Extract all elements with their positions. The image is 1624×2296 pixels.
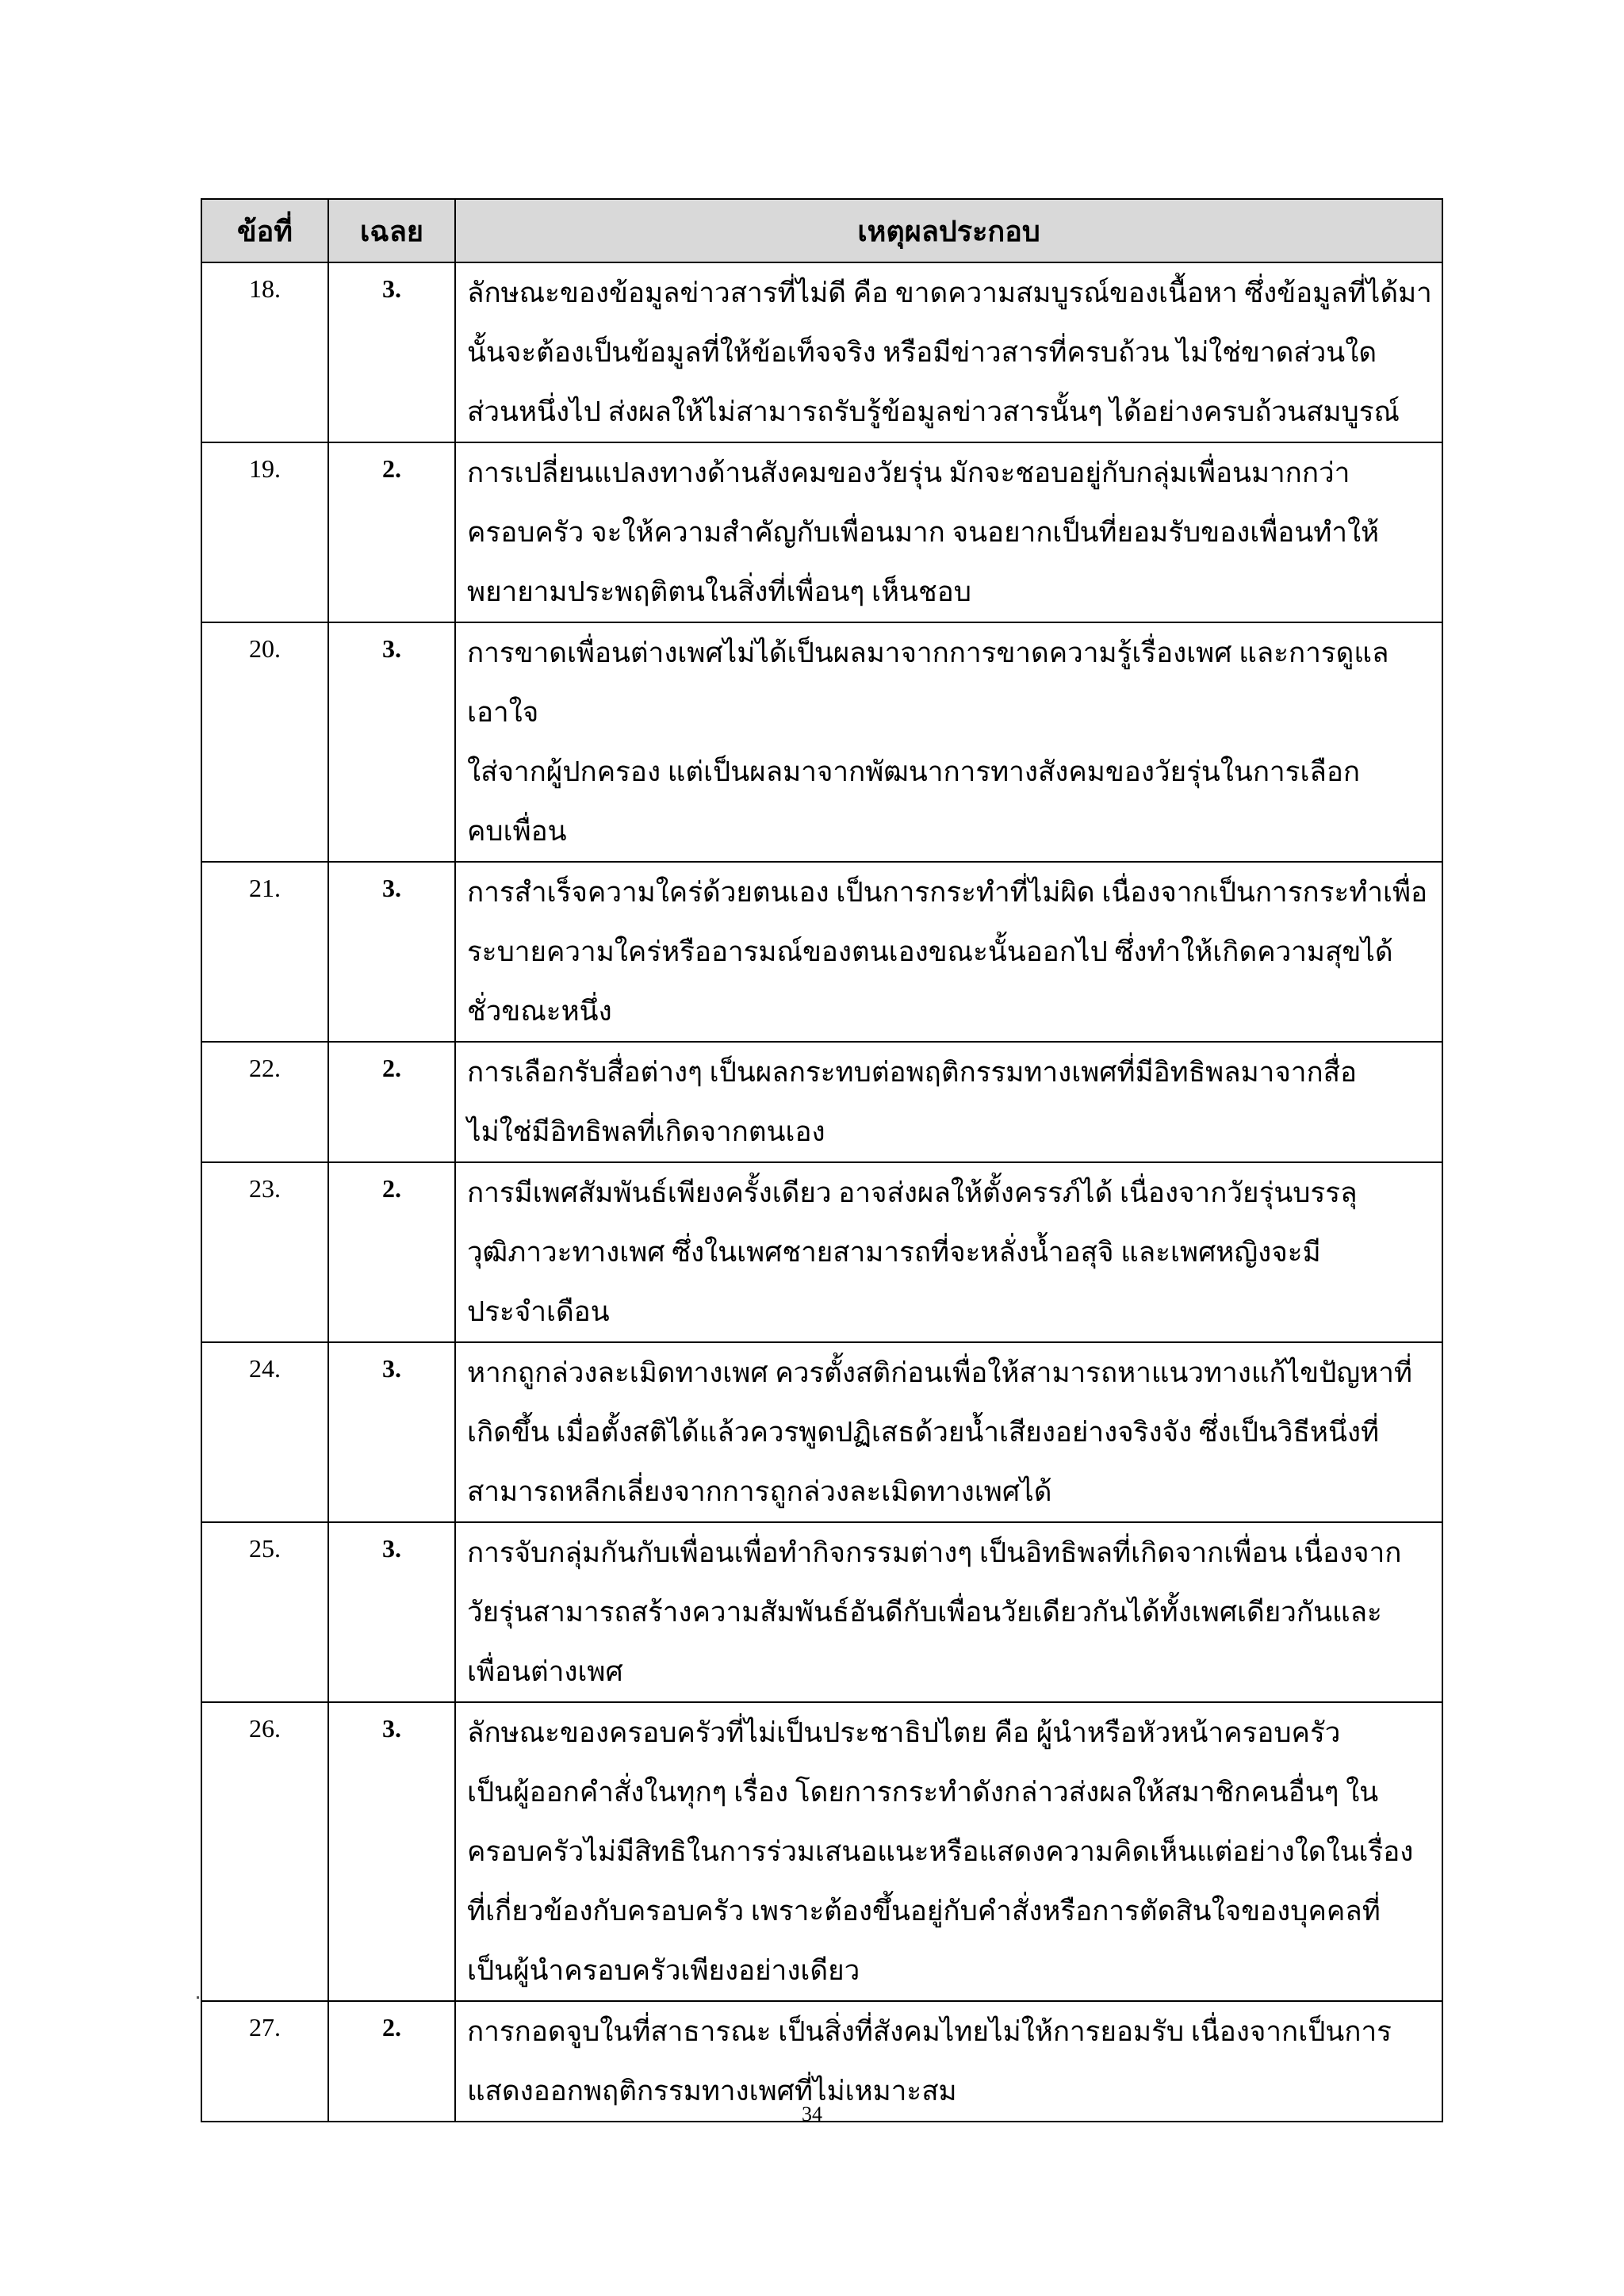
answer-choice: 3. <box>328 1522 455 1702</box>
reason-line: การมีเพศสัมพันธ์เพียงครั้งเดียว อาจส่งผลให้ตั้งครรภ์ได้ เนื่องจากวัยรุ่นบรรลุ <box>467 1177 1358 1208</box>
question-number: 24. <box>201 1342 328 1522</box>
answer-choice: 2. <box>328 1162 455 1342</box>
table-row <box>201 1342 1442 1522</box>
reason-text <box>455 1042 1442 1162</box>
reason-line: เป็นผู้ออกคำสั่งในทุกๆ เรื่อง โดยการกระทำดังกล่าวส่งผลให้สมาชิกคนอื่นๆ ใน <box>467 1777 1379 1808</box>
question-number: 19. <box>201 442 328 622</box>
header-number: ข้อที่ <box>201 199 328 262</box>
scan-mark <box>197 1996 199 1999</box>
reason-line: ลักษณะของครอบครัวที่ไม่เป็นประชาธิปไตย คือ ผู้นำหรือหัวหน้าครอบครัว <box>467 1717 1341 1748</box>
reason-text <box>455 1702 1442 2001</box>
reason-line: การเปลี่ยนแปลงทางด้านสังคมของวัยรุ่น มักจะชอบอยู่กับกลุ่มเพื่อนมากกว่า <box>467 457 1350 488</box>
table-row <box>201 622 1442 862</box>
header-reason: เหตุผลประกอบ <box>455 199 1442 262</box>
table-row <box>201 1522 1442 1702</box>
reason-text <box>455 442 1442 622</box>
reason-text <box>455 1342 1442 1522</box>
table-row <box>201 1042 1442 1162</box>
header-row <box>201 199 1442 262</box>
table-header <box>201 199 1442 262</box>
answer-choice: 3. <box>328 622 455 862</box>
reason-line: สามารถหลีกเลี่ยงจากการถูกล่วงละเมิดทางเพศได้ <box>467 1476 1052 1507</box>
reason-line: การสำเร็จความใคร่ด้วยตนเอง เป็นการกระทำที่ไม่ผิด เนื่องจากเป็นการกระทำเพื่อ <box>467 877 1428 908</box>
reason-text <box>455 1162 1442 1342</box>
answer-choice: 2. <box>328 442 455 622</box>
reason-line: การเลือกรับสื่อต่างๆ เป็นผลกระทบต่อพฤติกรรมทางเพศที่มีอิทธิพลมาจากสื่อ <box>467 1057 1358 1088</box>
answer-choice: 3. <box>328 862 455 1042</box>
question-number: 21. <box>201 862 328 1042</box>
answer-key-table <box>201 198 1443 2122</box>
reason-line: การจับกลุ่มกันกับเพื่อนเพื่อทำกิจกรรมต่างๆ เป็นอิทธิพลที่เกิดจากเพื่อน เนื่องจาก <box>467 1537 1402 1568</box>
answer-choice: 2. <box>328 1042 455 1162</box>
reason-line: คบเพื่อน <box>467 816 567 847</box>
table-row <box>201 862 1442 1042</box>
reason-line: การกอดจูบในที่สาธารณะ เป็นสิ่งที่สังคมไทยไม่ให้การยอมรับ เนื่องจากเป็นการ <box>467 2016 1392 2047</box>
answer-choice: 2. <box>328 2001 455 2122</box>
question-number: 20. <box>201 622 328 862</box>
reason-line: ระบายความใคร่หรืออารมณ์ของตนเองขณะนั้นออกไป ซึ่งทำให้เกิดความสุขได้ <box>467 936 1393 967</box>
answer-choice: 3. <box>328 1702 455 2001</box>
header-answer: เฉลย <box>328 199 455 262</box>
question-number: 27. <box>201 2001 328 2122</box>
table-row <box>201 442 1442 622</box>
reason-line: เป็นผู้นำครอบครัวเพียงอย่างเดียว <box>467 1955 860 1986</box>
reason-line: ประจำเดือน <box>467 1296 610 1327</box>
table-body <box>201 262 1442 2122</box>
reason-line: วุฒิภาวะทางเพศ ซึ่งในเพศชายสามารถที่จะหลั่งน้ำอสุจิ และเพศหญิงจะมี <box>467 1237 1321 1268</box>
answer-choice: 3. <box>328 262 455 442</box>
reason-line: วัยรุ่นสามารถสร้างความสัมพันธ์อันดีกับเพื่อนวัยเดียวกันได้ทั้งเพศเดียวกันและ <box>467 1597 1382 1628</box>
table-row <box>201 1162 1442 1342</box>
reason-text <box>455 862 1442 1042</box>
reason-line: ที่เกี่ยวข้องกับครอบครัว เพราะต้องขึ้นอยู่กับคำสั่งหรือการตัดสินใจของบุคคลที่ <box>467 1896 1381 1927</box>
answer-choice: 3. <box>328 1342 455 1522</box>
reason-line: ครอบครัวไม่มีสิทธิในการร่วมเสนอแนะหรือแสดงความคิดเห็นแต่อย่างใดในเรื่อง <box>467 1836 1414 1867</box>
reason-line: ใส่จากผู้ปกครอง แต่เป็นผลมาจากพัฒนาการทางสังคมของวัยรุ่นในการเลือก <box>467 756 1361 787</box>
reason-text <box>455 262 1442 442</box>
question-number: 23. <box>201 1162 328 1342</box>
reason-line: ไม่ใช่มีอิทธิพลที่เกิดจากตนเอง <box>467 1116 825 1147</box>
reason-line: เกิดขึ้น เมื่อตั้งสติได้แล้วควรพูดปฏิเสธด้วยน้ำเสียงอย่างจริงจัง ซึ่งเป็นวิธีหนึ่งที่ <box>467 1417 1380 1448</box>
reason-line: เพื่อนต่างเพศ <box>467 1656 623 1687</box>
question-number: 25. <box>201 1522 328 1702</box>
page-number: 34 <box>802 2103 822 2126</box>
question-number: 18. <box>201 262 328 442</box>
reason-line: แสดงออกพฤติกรรมทางเพศที่ไม่เหมาะสม <box>467 2076 957 2107</box>
reason-line: นั้นจะต้องเป็นข้อมูลที่ให้ข้อเท็จจริง หรือมีข่าวสารที่ครบถ้วน ไม่ใช่ขาดส่วนใด <box>467 337 1377 368</box>
question-number: 22. <box>201 1042 328 1162</box>
table-row <box>201 1702 1442 2001</box>
reason-line: การขาดเพื่อนต่างเพศไม่ได้เป็นผลมาจากการขาดความรู้เรื่องเพศ และการดูแลเอาใจ <box>467 637 1389 728</box>
reason-text <box>455 622 1442 862</box>
reason-text <box>455 1522 1442 1702</box>
reason-line: ส่วนหนึ่งไป ส่งผลให้ไม่สามารถรับรู้ข้อมูลข่าวสารนั้นๆ ได้อย่างครบถ้วนสมบูรณ์ <box>467 396 1400 427</box>
reason-line: ลักษณะของข้อมูลข่าวสารที่ไม่ดี คือ ขาดความสมบูรณ์ของเนื้อหา ซึ่งข้อมูลที่ได้มา <box>467 277 1432 308</box>
reason-line: ชั่วขณะหนึ่ง <box>467 996 612 1027</box>
reason-line: พยายามประพฤติตนในสิ่งที่เพื่อนๆ เห็นชอบ <box>467 576 971 607</box>
question-number: 26. <box>201 1702 328 2001</box>
table-row <box>201 262 1442 442</box>
reason-line: หากถูกล่วงละเมิดทางเพศ ควรตั้งสติก่อนเพื่อให้สามารถหาแนวทางแก้ไขปัญหาที่ <box>467 1357 1412 1388</box>
reason-line: ครอบครัว จะให้ความสำคัญกับเพื่อนมาก จนอยากเป็นที่ยอมรับของเพื่อนทำให้ <box>467 517 1380 548</box>
